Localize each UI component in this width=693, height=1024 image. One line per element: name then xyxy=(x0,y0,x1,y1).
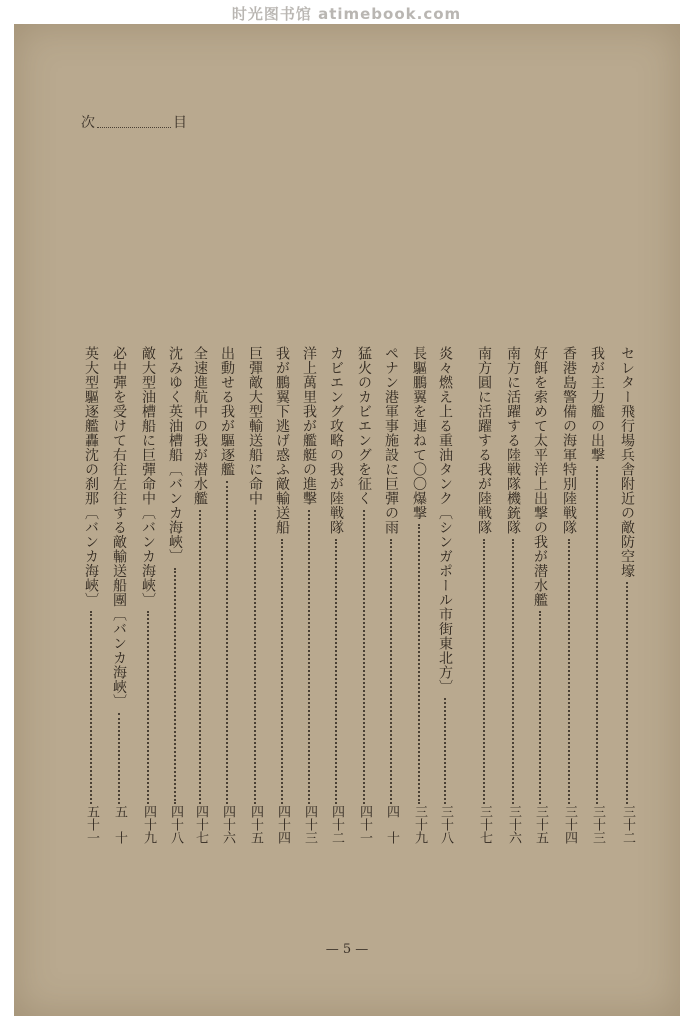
entry-title: 巨彈敵大型輸送船に命中 xyxy=(247,346,263,506)
entry-page: 三十三 xyxy=(590,804,605,844)
entry-title: 全速進航中の我が潜水艦 xyxy=(192,346,208,506)
entry-title: 香港島警備の海軍特別陸戦隊 xyxy=(561,346,577,535)
toc-entry xyxy=(326,346,346,844)
entry-leader xyxy=(363,510,365,804)
entry-page: 三十二 xyxy=(620,804,635,844)
entry-title: 必中彈を受けて右往左往する敵輸送船團〔バンカ海峽〕 xyxy=(111,346,127,709)
entry-page: 四十六 xyxy=(220,804,235,844)
page-number-footer: — 5 — xyxy=(325,942,369,957)
entry-leader xyxy=(199,510,201,804)
watermark-text: 时光图书馆 atimebook.com xyxy=(231,5,462,23)
entry-page: 五十一 xyxy=(84,804,99,844)
toc-entry xyxy=(109,346,129,844)
toc-entry xyxy=(503,346,523,844)
entry-title: 猛火のカビエングを征く xyxy=(356,346,372,506)
entry-title: 炎々燃え上る重油タンク〔シンガポール市街東北方〕 xyxy=(437,346,453,694)
header-right-char: 目 xyxy=(173,115,187,131)
entry-page: 三十六 xyxy=(506,804,521,844)
entry-page: 四十七 xyxy=(193,804,208,844)
entry-title: 我が鵬翼下逃げ惑ふ敵輸送船 xyxy=(274,346,290,535)
entry-leader xyxy=(118,713,120,804)
book-page xyxy=(14,24,680,1016)
entry-title: カビエング攻略の我が陸戦隊 xyxy=(328,346,344,535)
toc-entry xyxy=(617,346,637,844)
entry-leader xyxy=(174,568,176,804)
entry-page: 四十四 xyxy=(275,804,290,844)
entry-leader xyxy=(444,698,446,804)
entry-title: セレター飛行場兵舎附近の敵防空壕 xyxy=(619,346,635,578)
toc-entry xyxy=(435,346,455,844)
entry-leader xyxy=(147,611,149,804)
header-left-char: 次 xyxy=(81,115,95,131)
entry-page: 三十九 xyxy=(412,804,427,844)
toc-entry xyxy=(138,346,158,844)
toc-entry xyxy=(559,346,579,844)
entry-page: 四十九 xyxy=(141,804,156,844)
entry-leader xyxy=(254,510,256,804)
entry-page: 三十八 xyxy=(438,804,453,844)
entry-page: 四十三 xyxy=(302,804,317,844)
toc-entry xyxy=(530,346,550,844)
entry-title: 長驅鵬翼を連ねて〇〇爆撃 xyxy=(411,346,427,520)
entry-leader xyxy=(335,539,337,804)
toc-entry xyxy=(245,346,265,844)
toc-entry xyxy=(587,346,607,844)
entry-leader xyxy=(626,582,628,804)
entry-title: 好餌を索めて太平洋上出撃の我が潜水艦 xyxy=(532,346,548,607)
entry-leader xyxy=(390,539,392,804)
entry-leader xyxy=(596,466,598,804)
entry-page: 三十七 xyxy=(477,804,492,844)
entry-leader xyxy=(568,539,570,804)
entry-leader xyxy=(281,539,283,804)
entry-title: 敵大型油槽船に巨彈命中〔バンカ海峽〕 xyxy=(140,346,156,607)
toc-entry xyxy=(81,346,101,844)
entry-page: 三十四 xyxy=(562,804,577,844)
toc-entry xyxy=(165,346,185,844)
entry-page: 四 十 xyxy=(384,804,399,844)
entry-page: 四十二 xyxy=(329,804,344,844)
entry-page: 五 十 xyxy=(112,804,127,844)
toc-entry xyxy=(217,346,237,844)
entry-leader xyxy=(226,481,228,804)
toc-entry xyxy=(474,346,494,844)
toc-entry xyxy=(354,346,374,844)
toc-entry xyxy=(409,346,429,844)
toc-entry xyxy=(190,346,210,844)
entry-page: 四十八 xyxy=(168,804,183,844)
header-leader xyxy=(97,127,171,128)
entry-page: 四十五 xyxy=(248,804,263,844)
toc-entry xyxy=(299,346,319,844)
entry-leader xyxy=(90,611,92,804)
entry-title: 出動せる我が驅逐艦 xyxy=(219,346,235,477)
entry-leader xyxy=(539,611,541,804)
toc-entry xyxy=(272,346,292,844)
entry-title: 南方に活躍する陸戦隊機銃隊 xyxy=(505,346,521,535)
entry-title: 我が主力艦の出撃 xyxy=(589,346,605,462)
entry-leader xyxy=(308,510,310,804)
entry-page: 四十一 xyxy=(357,804,372,844)
toc-entry xyxy=(381,346,401,844)
entry-page: 三十五 xyxy=(533,804,548,844)
entry-title: ペナン港軍事施設に巨彈の雨 xyxy=(383,346,399,535)
entry-leader xyxy=(512,539,514,804)
toc-header xyxy=(81,112,187,132)
entry-leader xyxy=(483,539,485,804)
entry-title: 英大型驅逐艦轟沈の刹那〔バンカ海峽〕 xyxy=(83,346,99,607)
entry-title: 洋上萬里我が艦艇の進擊 xyxy=(301,346,317,506)
entry-title: 南方圓に活躍する我が陸戦隊 xyxy=(476,346,492,535)
entry-title: 沈みゆく英油槽船〔バンカ海峽〕 xyxy=(167,346,183,564)
entry-leader xyxy=(418,524,420,804)
